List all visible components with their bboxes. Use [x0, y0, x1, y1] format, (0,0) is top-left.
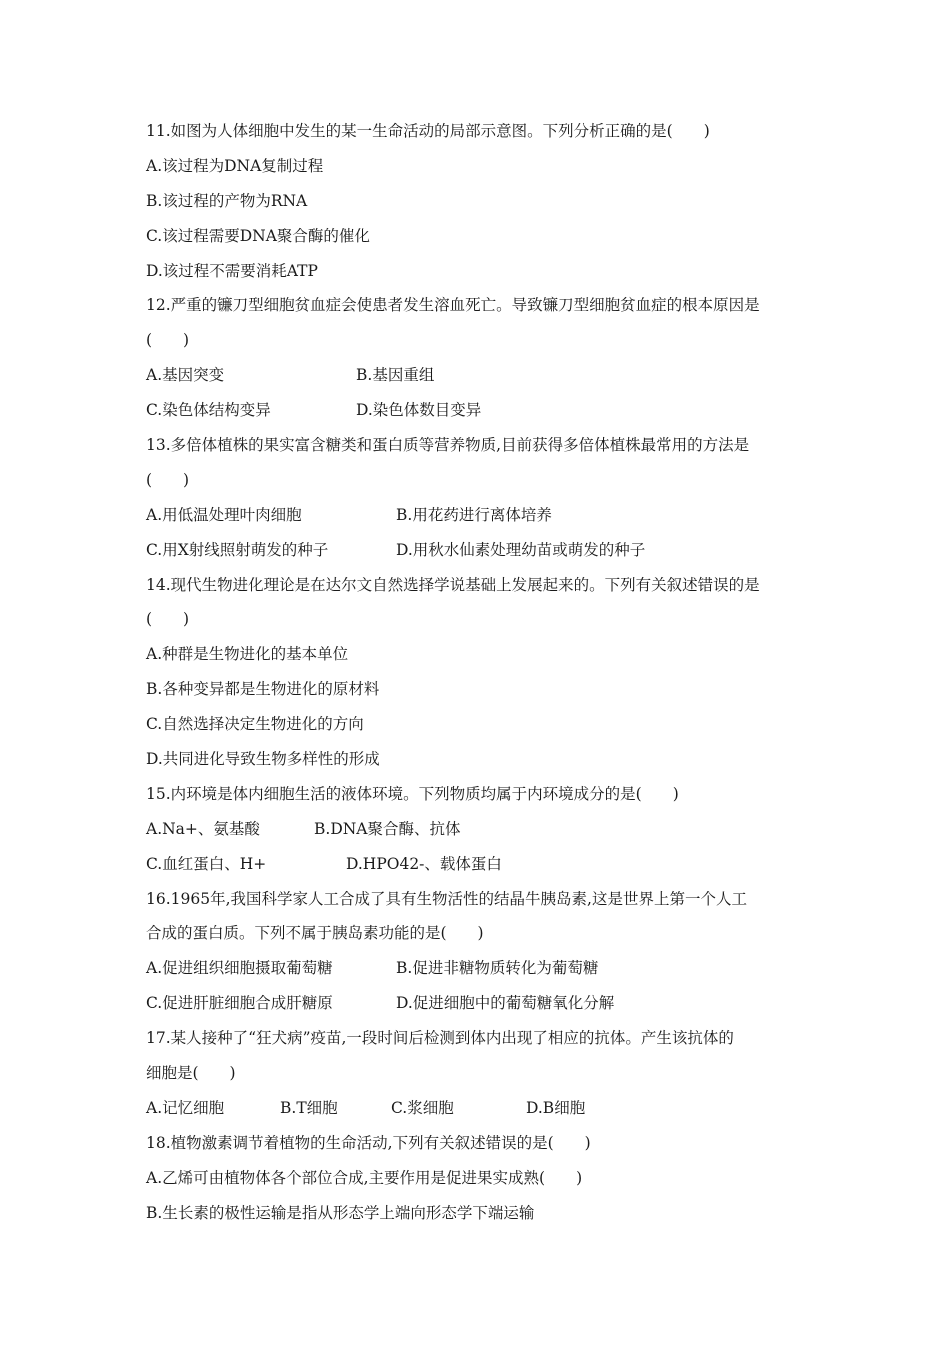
question-15-option-c: C.血红蛋白、H+	[146, 854, 267, 873]
question-15-option-b: B.DNA聚合酶、抗体	[314, 819, 461, 838]
question-14-stem-cont: ( )	[146, 610, 190, 629]
question-17-stem: 17.某人接种了“狂犬病”疫苗,一段时间后检测到体内出现了相应的抗体。产生该抗体的	[146, 1029, 734, 1048]
question-14-option-b: B.各种变异都是生物进化的原材料	[146, 680, 380, 699]
question-17-option-a: A.记忆细胞	[146, 1098, 225, 1117]
question-17-option-c: C.浆细胞	[391, 1098, 454, 1117]
question-17-option-b: B.T细胞	[280, 1098, 338, 1117]
question-16-options-row-2	[146, 986, 816, 1021]
question-11-stem: 11.如图为人体细胞中发生的某一生命活动的局部示意图。下列分析正确的是( )	[146, 122, 710, 140]
question-13-option-d: D.用秋水仙素处理幼苗或萌发的种子	[396, 540, 646, 559]
question-13-option-b: B.用花药进行离体培养	[396, 505, 552, 524]
question-16-option-a: A.促进组织细胞摄取葡萄糖	[146, 959, 333, 978]
question-16-stem: 16.1965年,我国科学家人工合成了具有生物活性的结晶牛胰岛素,这是世界上第一个人工	[146, 889, 747, 908]
question-12-stem-cont: ( )	[146, 331, 190, 350]
question-13-stem: 13.多倍体植株的果实富含糖类和蛋白质等营养物质,目前获得多倍体植株最常用的方法是	[146, 436, 750, 455]
question-11-option-c: C.该过程需要DNA聚合酶的催化	[146, 226, 370, 245]
question-11-option-d: D.该过程不需要消耗ATP	[146, 261, 318, 280]
question-14-stem: 14.现代生物进化理论是在达尔文自然选择学说基础上发展起来的。下列有关叙述错误的是	[146, 575, 760, 594]
question-12-options-row-1	[146, 358, 816, 393]
question-17-options-row	[146, 1091, 816, 1126]
question-15-options-row-1	[146, 812, 816, 847]
question-14-option-c: C.自然选择决定生物进化的方向	[146, 715, 364, 734]
question-15-stem: 15.内环境是体内细胞生活的液体环境。下列物质均属于内环境成分的是( )	[146, 784, 679, 803]
question-12-stem: 12.严重的镰刀型细胞贫血症会使患者发生溶血死亡。导致镰刀型细胞贫血症的根本原因是	[146, 296, 760, 315]
question-12-option-a: A.基因突变	[146, 366, 225, 385]
question-17-stem-cont: 细胞是( )	[146, 1064, 236, 1083]
question-14-option-d: D.共同进化导致生物多样性的形成	[146, 750, 380, 769]
question-13-option-c: C.用X射线照射萌发的种子	[146, 540, 329, 559]
question-18-option-a: A.乙烯可由植物体各个部位合成,主要作用是促进果实成熟( )	[146, 1168, 583, 1187]
question-15-option-a: A.Na+、氨基酸	[146, 819, 260, 838]
question-16-stem-cont: 合成的蛋白质。下列不属于胰岛素功能的是( )	[146, 924, 484, 943]
question-12-options-row-2	[146, 393, 816, 428]
question-13-options-row-1	[146, 498, 816, 533]
question-12-option-d: D.染色体数目变异	[356, 401, 482, 420]
question-15-option-d: D.HPO42-、载体蛋白	[346, 854, 502, 873]
question-18-stem: 18.植物激素调节着植物的生命活动,下列有关叙述错误的是( )	[146, 1133, 591, 1152]
question-page	[146, 114, 816, 1231]
question-11-option-a: A.该过程为DNA复制过程	[146, 156, 324, 175]
question-12-option-b: B.基因重组	[356, 366, 435, 385]
question-11-option-b: B.该过程的产物为RNA	[146, 191, 308, 210]
question-13-stem-cont: ( )	[146, 470, 190, 489]
question-16-options-row-1	[146, 951, 816, 986]
question-14-option-a: A.种群是生物进化的基本单位	[146, 645, 349, 664]
question-15-options-row-2	[146, 847, 816, 882]
question-13-option-a: A.用低温处理叶肉细胞	[146, 505, 302, 524]
question-12-option-c: C.染色体结构变异	[146, 401, 271, 420]
question-16-option-d: D.促进细胞中的葡萄糖氧化分解	[396, 994, 615, 1013]
question-16-option-c: C.促进肝脏细胞合成肝糖原	[146, 994, 333, 1013]
question-16-option-b: B.促进非糖物质转化为葡萄糖	[396, 959, 599, 978]
question-17-option-d: D.B细胞	[526, 1098, 586, 1117]
question-13-options-row-2	[146, 533, 816, 568]
question-18-option-b: B.生长素的极性运输是指从形态学上端向形态学下端运输	[146, 1203, 535, 1222]
